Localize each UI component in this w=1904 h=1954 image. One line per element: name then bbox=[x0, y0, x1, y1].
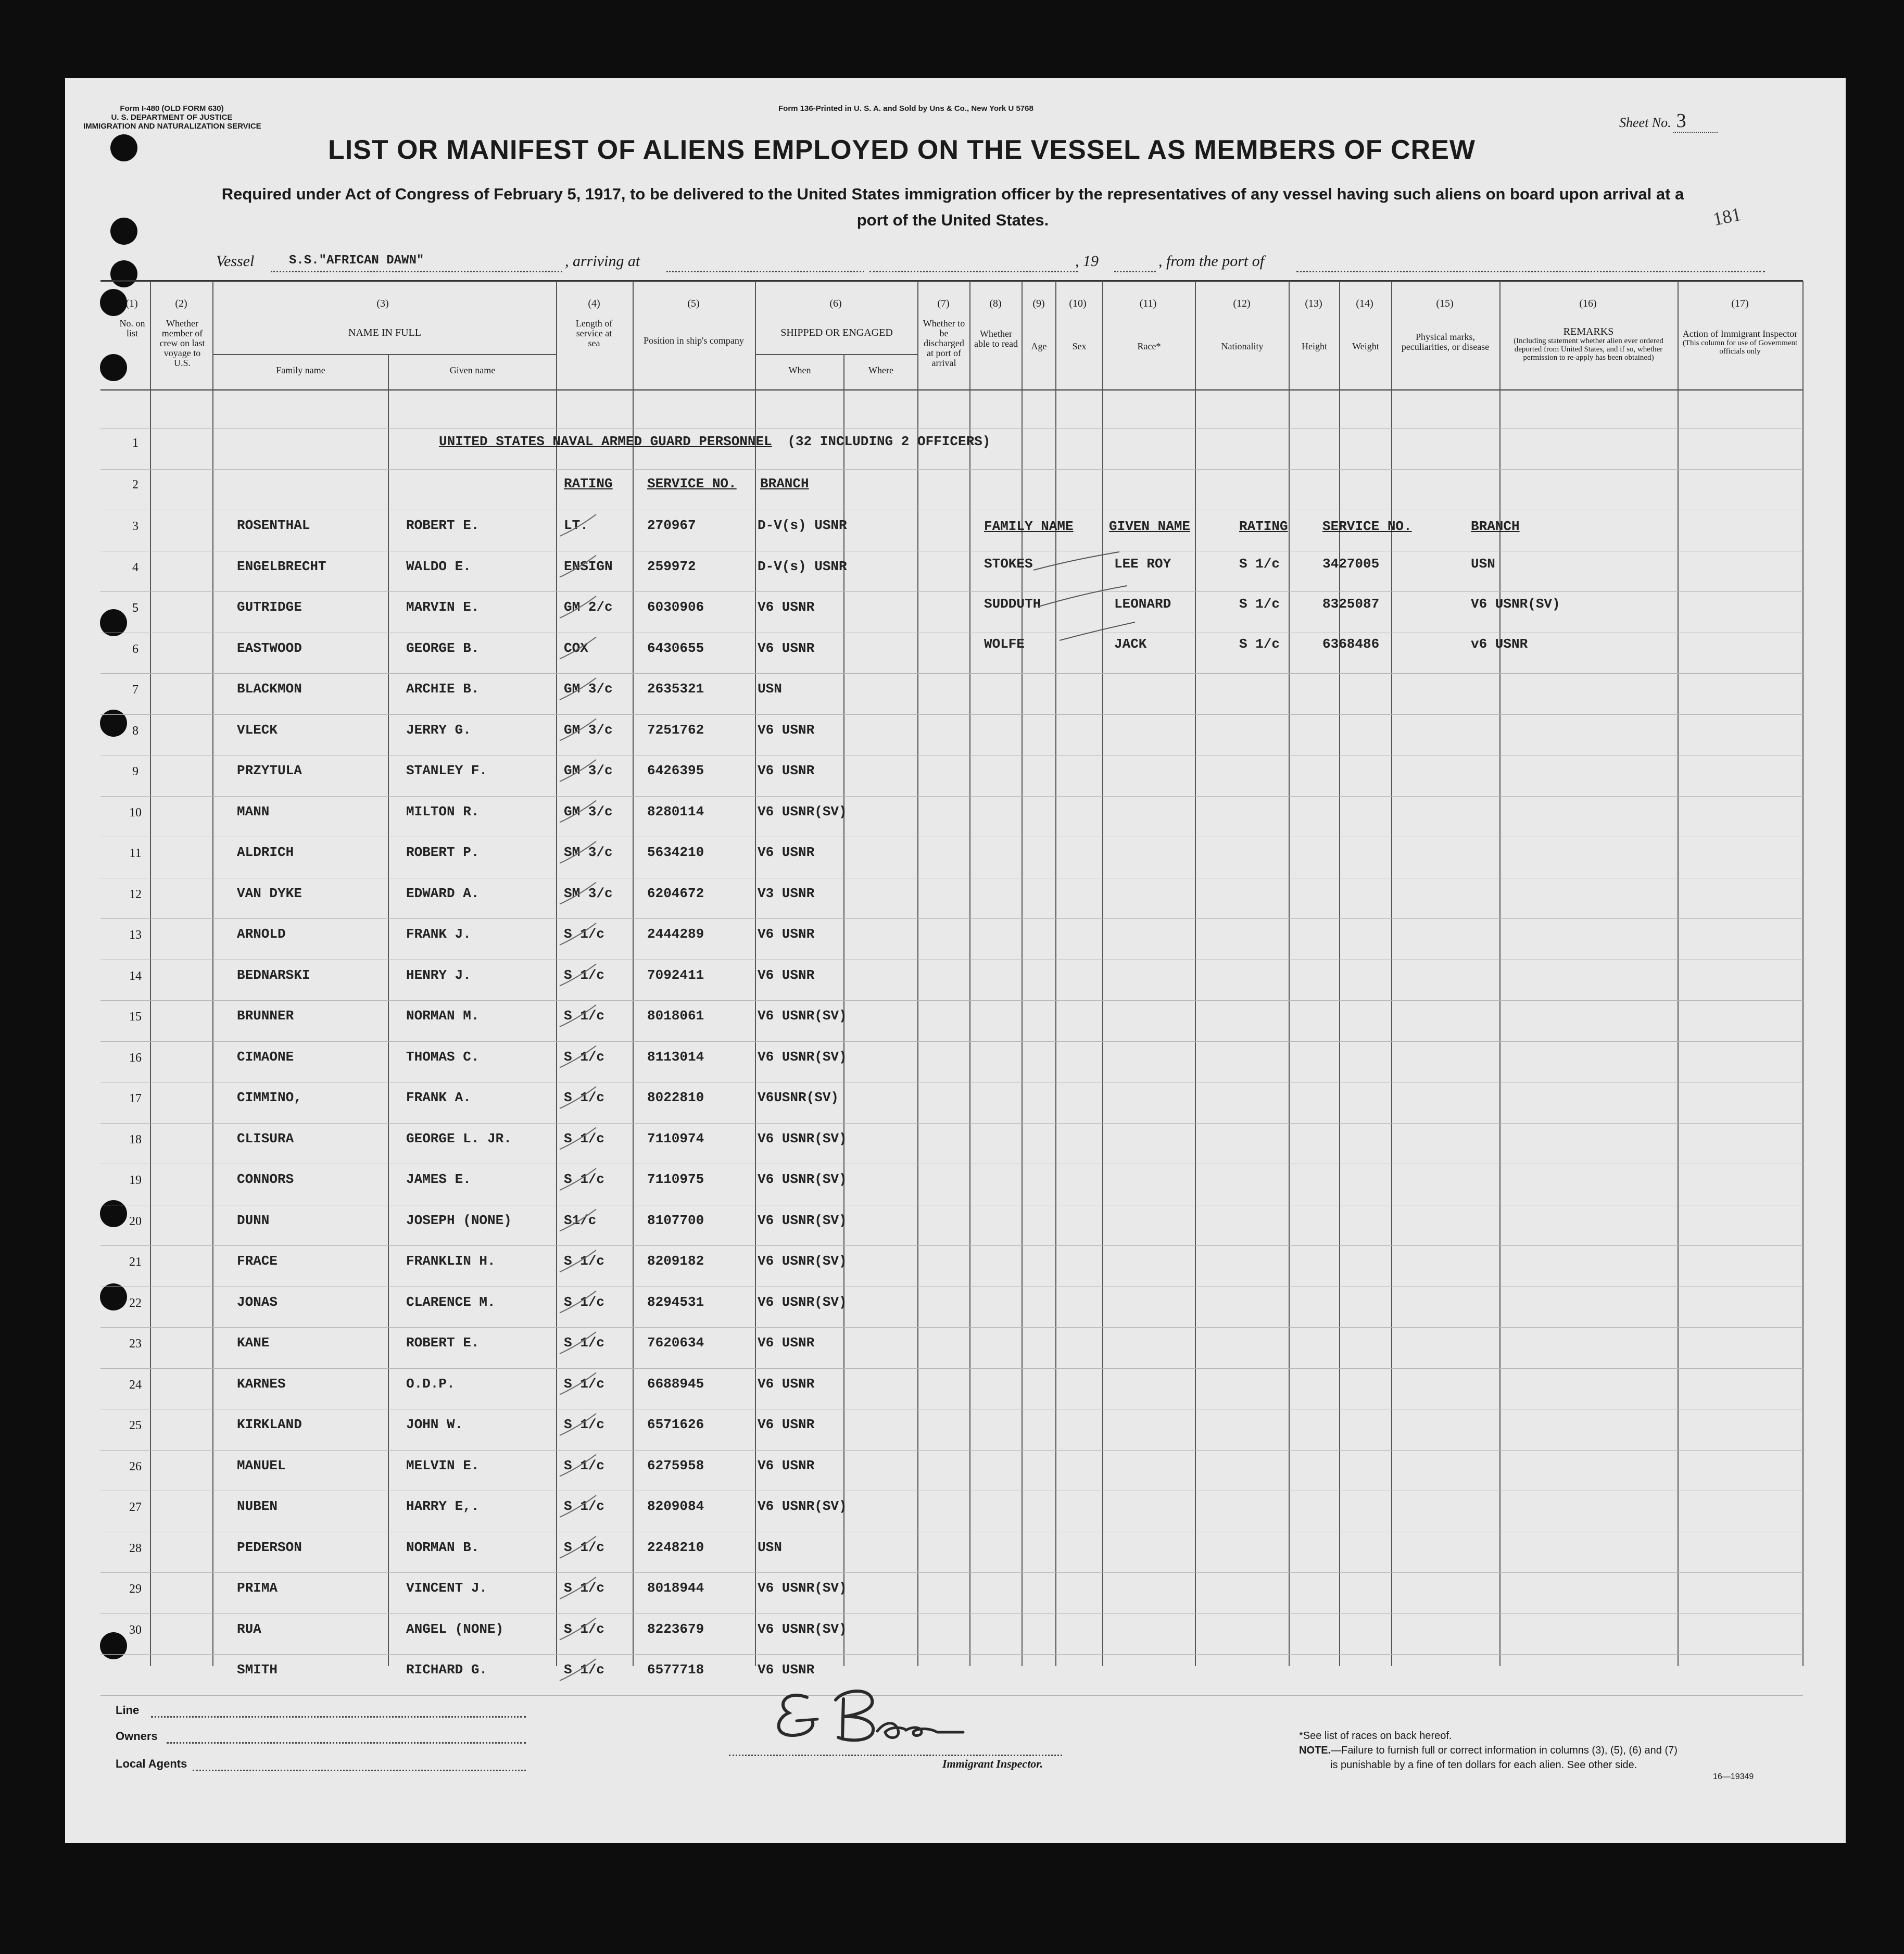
side-service-no: 3427005 bbox=[1322, 556, 1380, 572]
crew-branch: V6 USNR bbox=[758, 640, 815, 656]
rating-check-mark bbox=[560, 883, 596, 904]
column-number: (1) bbox=[125, 298, 138, 309]
crew-rating: COX bbox=[564, 640, 588, 656]
crew-given-name: HENRY J. bbox=[406, 967, 471, 983]
side-rating-heading: RATING bbox=[1239, 519, 1288, 534]
crew-rating: GM 3/c bbox=[564, 763, 613, 778]
crew-family-name: BRUNNER bbox=[237, 1008, 294, 1024]
row-number: 27 bbox=[129, 1501, 142, 1514]
row-number: 14 bbox=[129, 969, 142, 983]
column-number: (10) bbox=[1069, 298, 1087, 309]
crew-rating: S 1/c bbox=[564, 1457, 605, 1473]
crew-given-name: THOMAS C. bbox=[406, 1049, 480, 1065]
crew-rating: SM 3/c bbox=[564, 844, 613, 860]
row-number: 4 bbox=[132, 560, 138, 574]
row-number: 6 bbox=[132, 642, 138, 656]
crew-service-no: 7110975 bbox=[647, 1171, 704, 1187]
inspector-label: Immigrant Inspector. bbox=[942, 1757, 1043, 1770]
row-number: 22 bbox=[129, 1296, 142, 1310]
side-rating: S 1/c bbox=[1239, 636, 1280, 652]
crew-rating: S 1/c bbox=[564, 1335, 605, 1351]
crew-rating: LT. bbox=[564, 518, 588, 533]
crew-given-name: ROBERT E. bbox=[406, 518, 480, 533]
crew-rating: GM 2/c bbox=[564, 599, 613, 615]
rating-check-mark bbox=[560, 1005, 596, 1027]
crew-service-no: 2444289 bbox=[647, 926, 704, 942]
crew-branch: V6 USNR(SV) bbox=[758, 1294, 847, 1310]
side-rating: S 1/c bbox=[1239, 596, 1280, 612]
crew-branch: V6 USNR(SV) bbox=[758, 803, 847, 820]
rating-check-mark bbox=[560, 923, 596, 945]
crew-branch: D-V(s) USNR bbox=[758, 558, 847, 574]
crew-given-name: JERRY G. bbox=[406, 722, 471, 738]
crew-rating: S 1/c bbox=[564, 1090, 605, 1105]
column-number: (17) bbox=[1731, 298, 1749, 309]
row-number: 30 bbox=[129, 1623, 142, 1637]
crew-rating: S 1/c bbox=[564, 1008, 605, 1024]
crew-service-no: 6204672 bbox=[647, 885, 704, 901]
crew-family-name: BEDNARSKI bbox=[237, 967, 310, 983]
row-number: 15 bbox=[129, 1010, 142, 1024]
crew-given-name: MILTON R. bbox=[406, 803, 480, 820]
side-service-no: 6368486 bbox=[1322, 636, 1380, 652]
rating-check-mark bbox=[560, 1250, 596, 1272]
crew-given-name: FRANK A. bbox=[406, 1090, 471, 1105]
row-number: 19 bbox=[129, 1174, 142, 1187]
crew-family-name: DUNN bbox=[237, 1212, 270, 1228]
column-number: (15) bbox=[1436, 298, 1454, 309]
column-heading-shipped: SHIPPED OR ENGAGED bbox=[780, 327, 893, 338]
crew-branch: V6 USNR(SV) bbox=[758, 1049, 847, 1065]
column-heading-race: Race* bbox=[1137, 341, 1161, 351]
crew-service-no: 2248210 bbox=[647, 1539, 704, 1555]
row-number: 28 bbox=[129, 1541, 142, 1555]
column-number: (6) bbox=[829, 298, 842, 309]
row-number: 7 bbox=[132, 683, 138, 697]
row-number: 29 bbox=[129, 1582, 142, 1596]
column-number: (12) bbox=[1233, 298, 1251, 309]
crew-branch: V6 USNR(SV) bbox=[758, 1008, 847, 1024]
page-title: LIST OR MANIFEST OF ALIENS EMPLOYED ON THE VESSEL AS MEMBERS OF CREW bbox=[328, 135, 1476, 165]
row-number: 16 bbox=[129, 1051, 142, 1065]
side-given-name: JACK bbox=[1114, 636, 1147, 652]
crew-service-no: 270967 bbox=[647, 518, 696, 533]
inspector-note: (This column for use of Government officials only bbox=[1682, 339, 1798, 356]
crew-branch: V6 USNR(SV) bbox=[758, 1171, 847, 1187]
rating-check-mark bbox=[560, 1495, 596, 1517]
note-prefix: NOTE. bbox=[1299, 1745, 1331, 1756]
crew-family-name: KANE bbox=[237, 1335, 270, 1351]
column-number: (2) bbox=[175, 298, 187, 309]
row-number: 18 bbox=[129, 1132, 142, 1146]
local-agents-label: Local Agents bbox=[116, 1757, 187, 1770]
rating-check-mark bbox=[560, 1536, 596, 1558]
rating-check-mark bbox=[560, 556, 596, 577]
rating-check-mark bbox=[560, 1209, 596, 1231]
row-number: 25 bbox=[129, 1419, 142, 1432]
margin-annotation: 181 bbox=[1711, 203, 1743, 230]
rating-check-mark bbox=[560, 1618, 596, 1640]
crew-family-name: CONNORS bbox=[237, 1171, 294, 1187]
remarks-title: REMARKS bbox=[1563, 326, 1614, 337]
crew-family-name: GUTRIDGE bbox=[237, 599, 302, 615]
rating-check-mark bbox=[560, 1046, 596, 1068]
column-heading-read: Whether able to read bbox=[974, 329, 1018, 349]
crew-given-name: FRANKLIN H. bbox=[406, 1253, 496, 1269]
crew-given-name: NORMAN M. bbox=[406, 1008, 480, 1024]
crew-service-no: 6275958 bbox=[647, 1457, 704, 1473]
crew-branch: V6 USNR(SV) bbox=[758, 1580, 847, 1596]
crew-branch: V6 USNR(SV) bbox=[758, 1253, 847, 1269]
crew-family-name: JONAS bbox=[237, 1294, 278, 1310]
side-family-name: STOKES bbox=[984, 556, 1033, 572]
column-heading-physical-marks: Physical marks, peculiarities, or disease bbox=[1401, 332, 1490, 352]
from-port-label: , from the port of bbox=[1158, 253, 1265, 270]
crew-rating: S 1/c bbox=[564, 967, 605, 983]
column-number: (3) bbox=[376, 298, 389, 309]
arriving-label: , arriving at bbox=[565, 253, 640, 270]
crew-branch: V6 USNR bbox=[758, 1335, 815, 1351]
crew-given-name: ARCHIE B. bbox=[406, 681, 480, 697]
side-branch-heading: BRANCH bbox=[1471, 519, 1520, 534]
side-family-heading: FAMILY NAME bbox=[984, 519, 1074, 534]
crew-rating: S 1/c bbox=[564, 1417, 605, 1432]
line-label: Line bbox=[116, 1704, 140, 1717]
column-number: (4) bbox=[588, 298, 600, 309]
crew-rating: SM 3/c bbox=[564, 885, 613, 901]
crew-service-no: 8113014 bbox=[647, 1049, 704, 1065]
crew-given-name: HARRY E,. bbox=[406, 1498, 480, 1514]
crew-given-name: RICHARD G. bbox=[406, 1662, 488, 1678]
crew-family-name: ENGELBRECHT bbox=[237, 558, 326, 574]
crew-family-name: CIMMINO, bbox=[237, 1090, 302, 1105]
rating-check-mark bbox=[560, 1455, 596, 1477]
crew-rating: S 1/c bbox=[564, 1376, 605, 1392]
crew-family-name: PRIMA bbox=[237, 1580, 278, 1596]
crew-service-no: 8107700 bbox=[647, 1212, 704, 1228]
crew-branch: V6 USNR bbox=[758, 967, 815, 983]
sheet-value: 3 bbox=[1673, 110, 1718, 133]
column-number: (13) bbox=[1305, 298, 1322, 309]
crew-service-no: 8209084 bbox=[647, 1498, 704, 1514]
column-heading-sex: Sex bbox=[1072, 341, 1087, 351]
column-heading-nationality: Nationality bbox=[1221, 341, 1264, 351]
column-heading-name: NAME IN FULL bbox=[348, 327, 421, 338]
rating-check-mark bbox=[560, 1577, 596, 1599]
crew-branch: V6 USNR bbox=[758, 844, 815, 860]
crew-service-no: 6571626 bbox=[647, 1417, 704, 1432]
rating-check-mark bbox=[560, 1291, 596, 1313]
service-no-heading: SERVICE NO. bbox=[647, 476, 737, 491]
side-given-name: LEONARD bbox=[1114, 596, 1171, 612]
crew-service-no: 8294531 bbox=[647, 1294, 704, 1310]
rating-check-mark bbox=[560, 760, 596, 781]
crew-service-no: 2635321 bbox=[647, 681, 704, 697]
sheet-label: Sheet No. bbox=[1619, 115, 1671, 130]
crew-family-name: ARNOLD bbox=[237, 926, 286, 942]
crew-branch: V6 USNR bbox=[758, 1417, 815, 1432]
crew-family-name: RUA bbox=[237, 1621, 261, 1637]
crew-branch: USN bbox=[758, 681, 782, 697]
rating-check-mark bbox=[560, 1087, 596, 1108]
crew-branch: V6 USNR bbox=[758, 763, 815, 778]
crew-family-name: FRACE bbox=[237, 1253, 278, 1269]
row-number: 24 bbox=[129, 1378, 142, 1392]
rating-check-mark bbox=[560, 1373, 596, 1395]
crew-service-no: 6030906 bbox=[647, 599, 704, 615]
crew-rating: ENSIGN bbox=[564, 558, 613, 574]
crew-service-no: 8018061 bbox=[647, 1008, 704, 1024]
row-number: 5 bbox=[132, 601, 138, 615]
column-number: (7) bbox=[937, 298, 950, 309]
rating-check-mark bbox=[560, 1128, 596, 1150]
rating-check-mark bbox=[560, 678, 596, 700]
crew-family-name: PEDERSON bbox=[237, 1539, 302, 1555]
crew-family-name: KIRKLAND bbox=[237, 1417, 302, 1432]
row-number: 17 bbox=[129, 1092, 142, 1105]
rating-check-mark bbox=[560, 596, 596, 618]
crew-branch: V6 USNR(SV) bbox=[758, 1212, 847, 1228]
column-heading-weight: Weight bbox=[1352, 341, 1379, 351]
crew-given-name: WALDO E. bbox=[406, 558, 471, 574]
crew-branch: V6 USNR bbox=[758, 926, 815, 942]
crew-branch: V6 USNR bbox=[758, 722, 815, 738]
side-branch: V6 USNR(SV) bbox=[1471, 596, 1560, 612]
personnel-heading-count: (32 INCLUDING 2 OFFICERS) bbox=[787, 434, 991, 449]
rating-check-mark bbox=[560, 1414, 596, 1435]
crew-service-no: 8018944 bbox=[647, 1580, 704, 1596]
crew-rating: S 1/c bbox=[564, 1253, 605, 1269]
crew-service-no: 8209182 bbox=[647, 1253, 704, 1269]
crew-family-name: MANN bbox=[237, 803, 270, 820]
column-heading-length-of-service: Length of service at sea bbox=[575, 318, 613, 348]
row-number: 23 bbox=[129, 1337, 142, 1351]
side-service-heading: SERVICE NO. bbox=[1322, 519, 1412, 534]
note-text-1: —Failure to furnish full or correct information in columns (3), (5), (6) and (7) bbox=[1331, 1745, 1678, 1756]
crew-rating: S 1/c bbox=[564, 1130, 605, 1146]
rating-check-mark bbox=[560, 1168, 596, 1190]
crew-family-name: PRZYTULA bbox=[237, 763, 302, 778]
crew-given-name: GEORGE B. bbox=[406, 640, 480, 656]
crew-given-name: EDWARD A. bbox=[406, 885, 480, 901]
form-code: 16—19349 bbox=[1713, 1772, 1754, 1781]
row-number: 2 bbox=[132, 478, 138, 491]
crew-branch: V6 USNR(SV) bbox=[758, 1498, 847, 1514]
crew-branch: V6 USNR bbox=[758, 1662, 815, 1678]
crew-given-name: O.D.P. bbox=[406, 1376, 455, 1392]
crew-given-name: ROBERT P. bbox=[406, 844, 480, 860]
crew-given-name: CLARENCE M. bbox=[406, 1294, 496, 1310]
column-heading-family-name: Family name bbox=[276, 365, 325, 375]
crew-rating: S 1/c bbox=[564, 1171, 605, 1187]
row-number: 11 bbox=[129, 847, 142, 860]
crew-rating: S 1/c bbox=[564, 926, 605, 942]
crew-branch: V6 USNR bbox=[758, 599, 815, 615]
crew-given-name: ANGEL (NONE) bbox=[406, 1621, 504, 1637]
crew-family-name: SMITH bbox=[237, 1662, 278, 1678]
vessel-label: Vessel bbox=[216, 253, 255, 270]
rating-check-mark bbox=[560, 801, 596, 823]
side-branch: USN bbox=[1471, 556, 1495, 572]
side-given-heading: GIVEN NAME bbox=[1109, 519, 1191, 534]
crew-service-no: 7110974 bbox=[647, 1130, 704, 1146]
crew-branch: V6USNR(SV) bbox=[758, 1090, 839, 1105]
remarks-note: (Including statement whether alien ever ordered deported from United States, and if so, whether permission to re-apply has been obtained) bbox=[1514, 337, 1663, 362]
crew-branch: V6 USNR(SV) bbox=[758, 1621, 847, 1637]
crew-given-name: MELVIN E. bbox=[406, 1457, 480, 1473]
crew-family-name: BLACKMON bbox=[237, 681, 302, 697]
crew-branch: USN bbox=[758, 1539, 782, 1555]
column-heading-position: Position in ship's company bbox=[644, 335, 744, 346]
row-number: 13 bbox=[129, 928, 142, 942]
column-heading-when: When bbox=[788, 365, 811, 375]
rating-heading: RATING bbox=[564, 476, 613, 491]
crew-branch: D-V(s) USNR bbox=[758, 518, 847, 533]
crew-given-name: MARVIN E. bbox=[406, 599, 480, 615]
column-heading-age: Age bbox=[1031, 341, 1047, 351]
row-number: 10 bbox=[129, 805, 142, 820]
crew-rating: S 1/c bbox=[564, 1580, 605, 1596]
crew-service-no: 7251762 bbox=[647, 722, 704, 738]
crew-branch: V6 USNR bbox=[758, 1376, 815, 1392]
crew-rating: S 1/c bbox=[564, 1539, 605, 1555]
side-given-name: LEE ROY bbox=[1114, 556, 1171, 572]
column-number: (5) bbox=[687, 298, 700, 309]
crew-family-name: KARNES bbox=[237, 1376, 286, 1392]
column-number: (14) bbox=[1356, 298, 1373, 309]
rating-check-mark bbox=[560, 719, 596, 741]
crew-branch: V6 USNR bbox=[758, 1457, 815, 1473]
crew-given-name: JAMES E. bbox=[406, 1171, 471, 1187]
crew-service-no: 6577718 bbox=[647, 1662, 704, 1678]
rating-check-mark bbox=[560, 514, 596, 536]
side-family-name: SUDDUTH bbox=[984, 596, 1041, 612]
crew-service-no: 7092411 bbox=[647, 967, 704, 983]
crew-rating: S 1/c bbox=[564, 1621, 605, 1637]
crew-family-name: CIMAONE bbox=[237, 1049, 294, 1065]
crew-given-name: FRANK J. bbox=[406, 926, 471, 942]
column-number: (16) bbox=[1579, 298, 1597, 309]
printer-line: Form 136-Printed in U. S. A. and Sold by Uns & Co., New York U 5768 bbox=[778, 104, 1033, 113]
crew-service-no: 7620634 bbox=[647, 1335, 704, 1351]
crew-family-name: ROSENTHAL bbox=[237, 518, 310, 533]
crew-given-name: STANLEY F. bbox=[406, 763, 488, 778]
crew-given-name: VINCENT J. bbox=[406, 1580, 488, 1596]
row-number: 21 bbox=[129, 1255, 142, 1269]
rating-check-mark bbox=[560, 637, 596, 659]
side-branch: v6 USNR bbox=[1471, 636, 1528, 652]
crew-rating: S 1/c bbox=[564, 1049, 605, 1065]
column-heading-height: Height bbox=[1302, 341, 1327, 351]
column-heading-where: Where bbox=[868, 365, 893, 375]
crew-service-no: 259972 bbox=[647, 558, 696, 574]
crew-rating: GM 3/c bbox=[564, 803, 613, 820]
inspector-title: Action of Immigrant Inspector bbox=[1682, 329, 1798, 339]
vessel-name: S.S."AFRICAN DAWN" bbox=[289, 254, 424, 268]
rating-check-mark bbox=[560, 1332, 596, 1354]
side-rating: S 1/c bbox=[1239, 556, 1280, 572]
owners-label: Owners bbox=[116, 1730, 158, 1743]
crew-branch: V3 USNR bbox=[758, 885, 815, 901]
crew-given-name: GEORGE L. JR. bbox=[406, 1130, 512, 1146]
crew-service-no: 6430655 bbox=[647, 640, 704, 656]
crew-given-name: ROBERT E. bbox=[406, 1335, 480, 1351]
crew-service-no: 8022810 bbox=[647, 1090, 704, 1105]
page-subtitle: Required under Act of Congress of February 5, 1917, to be delivered to the United States immigration officer by the representatives of any vessel having such aliens on board upon arrival at a port of the United States. bbox=[221, 185, 1684, 229]
row-number: 3 bbox=[132, 520, 138, 533]
crew-service-no: 6688945 bbox=[647, 1376, 704, 1392]
crew-family-name: VAN DYKE bbox=[237, 885, 302, 901]
crew-rating: GM 3/c bbox=[564, 681, 613, 697]
row-number: 8 bbox=[132, 724, 138, 738]
column-number: (11) bbox=[1139, 298, 1157, 309]
row-number: 12 bbox=[129, 887, 142, 901]
crew-rating: GM 3/c bbox=[564, 722, 613, 738]
row-number: 9 bbox=[132, 765, 138, 778]
column-heading-discharged: Whether to be discharged at port of arrival bbox=[923, 318, 965, 368]
personnel-heading-title: UNITED STATES NAVAL ARMED GUARD PERSONNEL bbox=[439, 434, 772, 449]
column-number: (8) bbox=[989, 298, 1002, 309]
crew-family-name: VLECK bbox=[237, 722, 278, 738]
crew-service-no: 6426395 bbox=[647, 763, 704, 778]
crew-branch: V6 USNR(SV) bbox=[758, 1130, 847, 1146]
column-heading-number: No. on list bbox=[119, 318, 145, 338]
column-heading-prior-voyage: Whether member of crew on last voyage to U.S. bbox=[159, 318, 205, 368]
fine-note-continued: is punishable by a fine of ten dollars for each alien. See other side. bbox=[1330, 1759, 1637, 1771]
year-label: , 19 bbox=[1075, 253, 1099, 270]
crew-rating: S1/c bbox=[564, 1212, 597, 1228]
crew-family-name: MANUEL bbox=[237, 1457, 286, 1473]
side-service-no: 8325087 bbox=[1322, 596, 1380, 612]
branch-heading: BRANCH bbox=[760, 476, 809, 491]
column-heading-given-name: Given name bbox=[449, 365, 496, 375]
rating-check-mark bbox=[560, 964, 596, 986]
row-number: 20 bbox=[129, 1214, 142, 1228]
crew-given-name: NORMAN B. bbox=[406, 1539, 480, 1555]
crew-rating: S 1/c bbox=[564, 1662, 605, 1678]
crew-service-no: 5634210 bbox=[647, 844, 704, 860]
crew-rating: S 1/c bbox=[564, 1498, 605, 1514]
row-number: 1 bbox=[132, 436, 138, 450]
rating-check-mark bbox=[560, 841, 596, 863]
crew-given-name: JOSEPH (NONE) bbox=[406, 1212, 512, 1228]
side-family-name: WOLFE bbox=[984, 636, 1025, 652]
crew-service-no: 8223679 bbox=[647, 1621, 704, 1637]
crew-family-name: CLISURA bbox=[237, 1130, 294, 1146]
race-note: *See list of races on back hereof. bbox=[1299, 1730, 1452, 1742]
crew-given-name: JOHN W. bbox=[406, 1417, 463, 1432]
crew-family-name: NUBEN bbox=[237, 1498, 278, 1514]
column-number: (9) bbox=[1032, 298, 1045, 309]
crew-service-no: 8280114 bbox=[647, 803, 704, 820]
row-number: 26 bbox=[129, 1459, 142, 1473]
crew-family-name: ALDRICH bbox=[237, 844, 294, 860]
crew-rating: S 1/c bbox=[564, 1294, 605, 1310]
form-identifier: Form I-480 (OLD FORM 630) U. S. DEPARTMENT OF JUSTICE IMMIGRATION AND NATURALIZATION SERVICE bbox=[83, 104, 261, 131]
crew-family-name: EASTWOOD bbox=[237, 640, 302, 656]
rating-check-mark bbox=[560, 1659, 596, 1681]
